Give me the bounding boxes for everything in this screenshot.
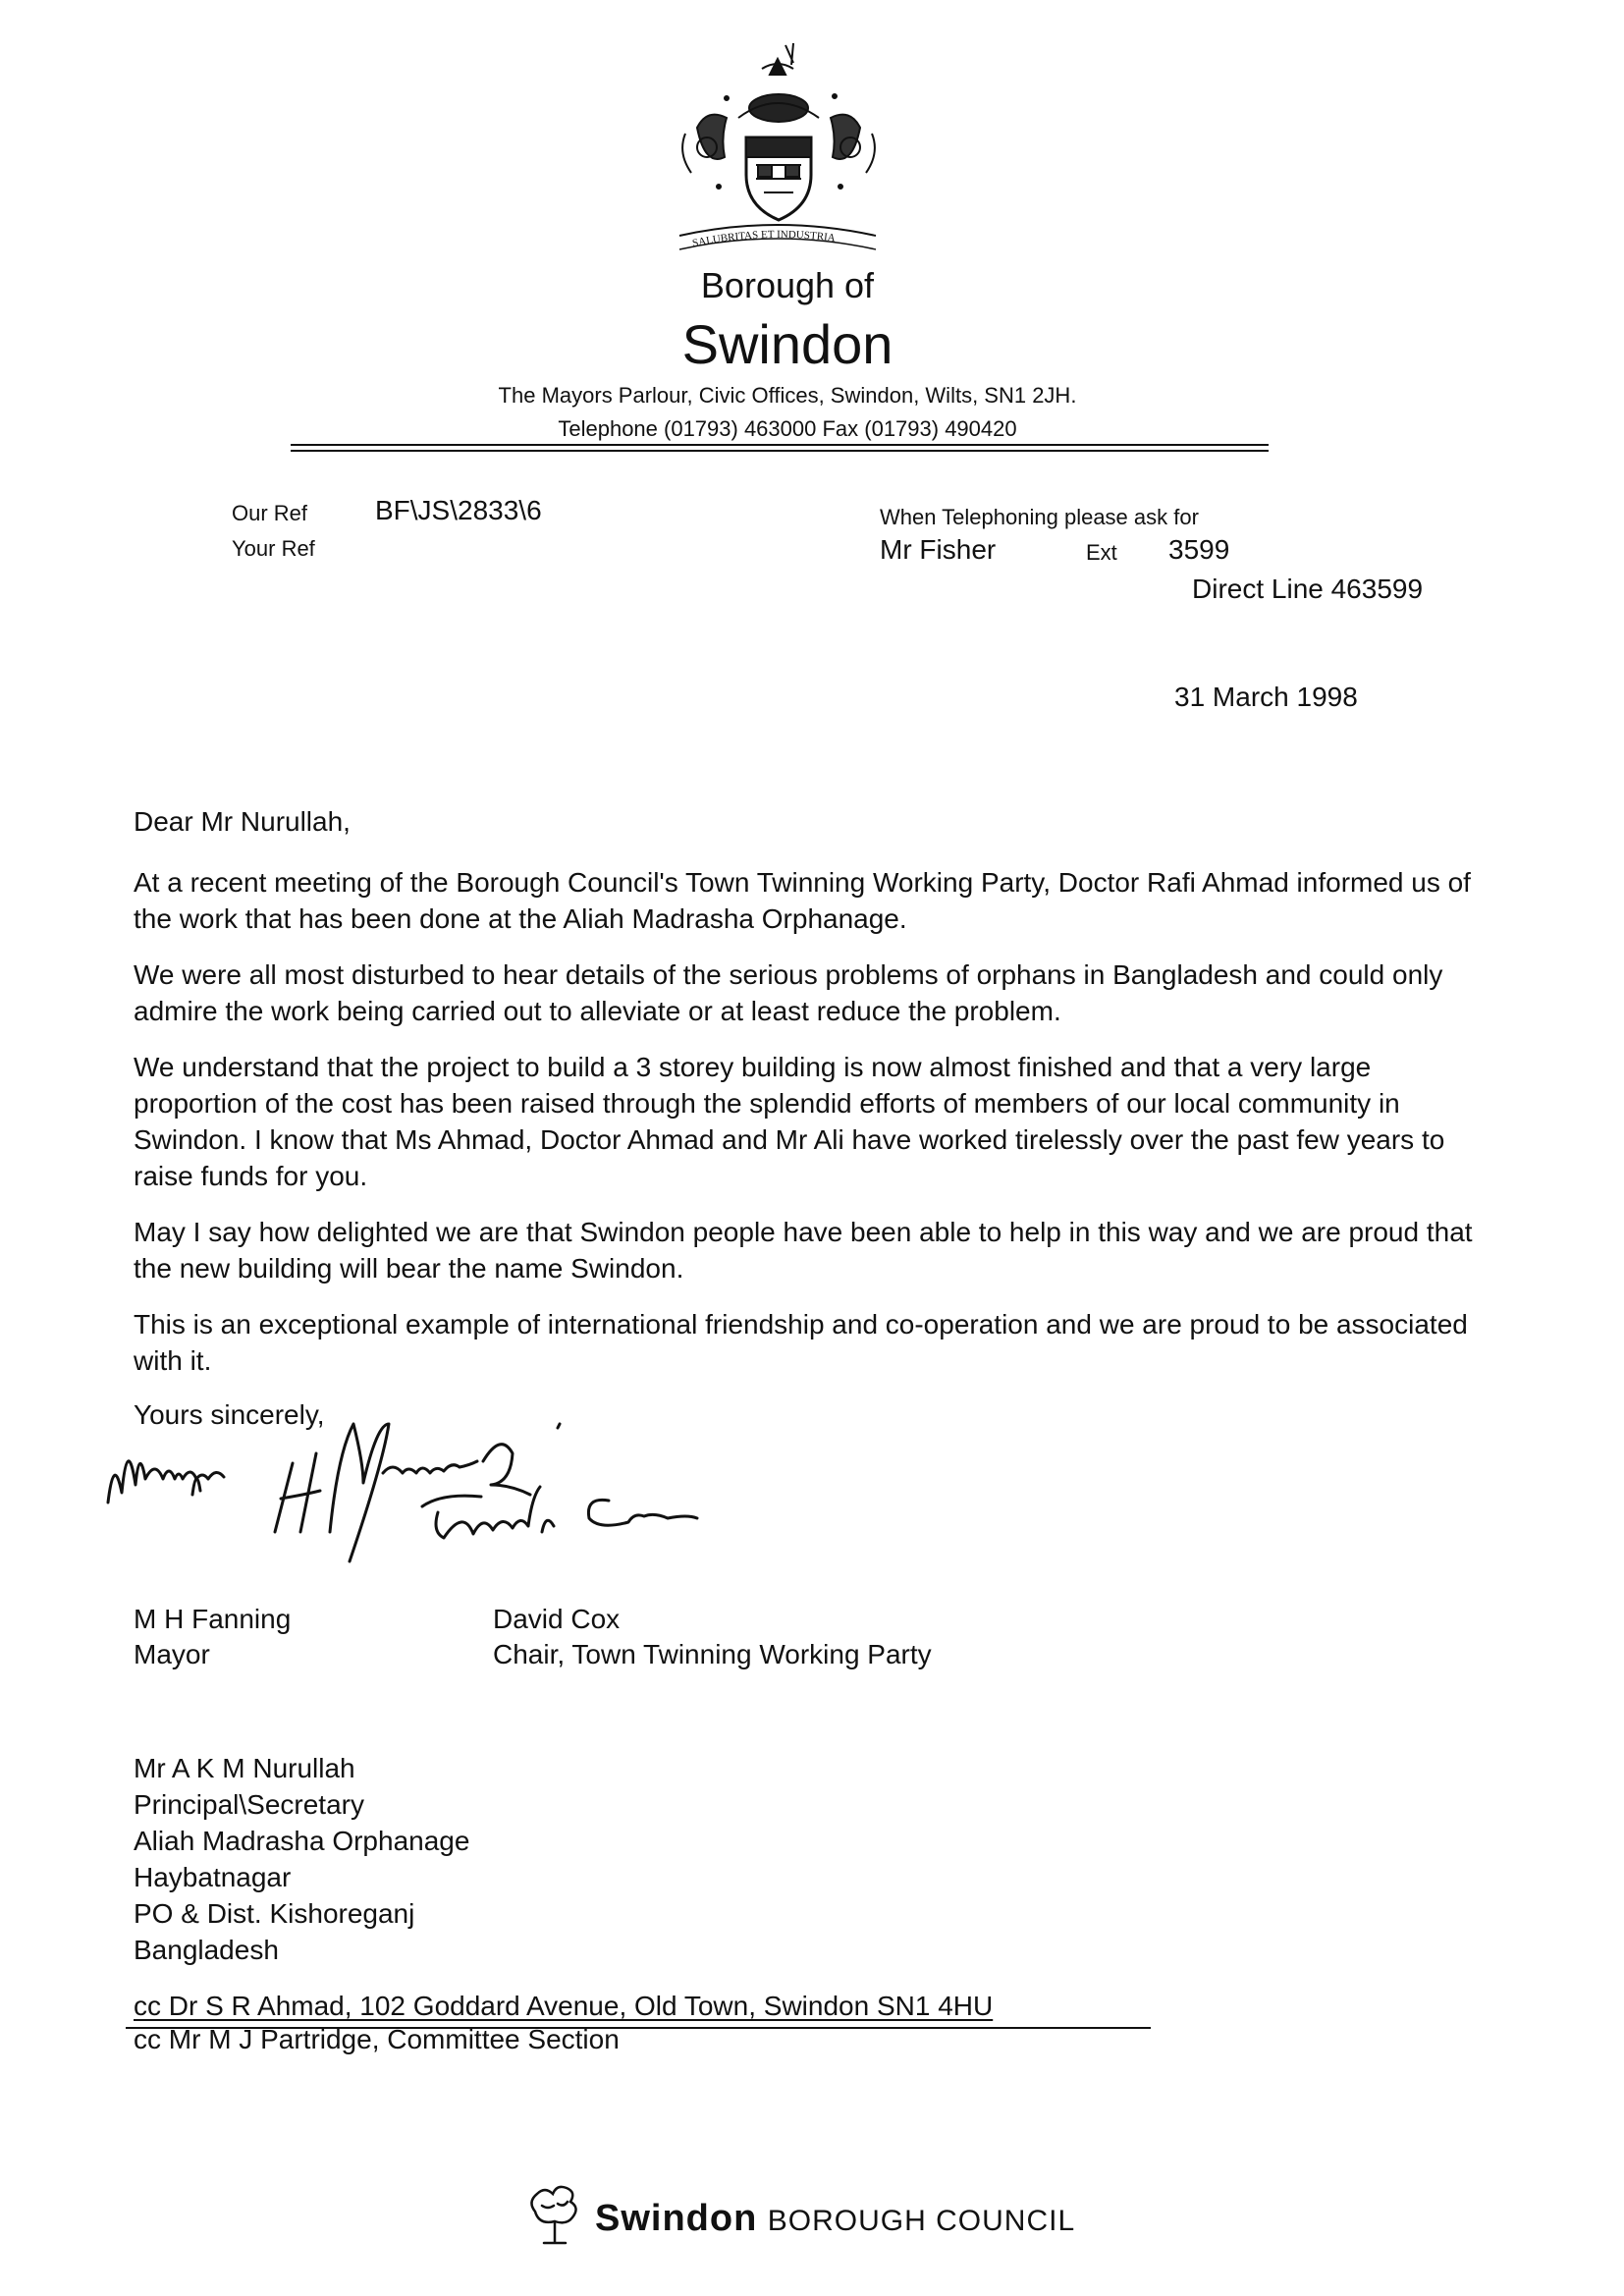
address-line: Haybatnagar <box>134 1862 292 1892</box>
paragraph-text: At a recent meeting of the Borough Council's Town Twinning Working Party, Doctor Rafi Ahmad informed us of the work that has been done at the Aliah Madrasha Orphanage. <box>134 867 1471 934</box>
your-ref-label: Your Ref <box>232 536 315 561</box>
address-line: PO & Dist. Kishoreganj <box>134 1898 415 1929</box>
our-ref-label: Our Ref <box>232 501 308 525</box>
ext-label: Ext <box>1086 540 1117 565</box>
svg-text:SALUBRITAS ET INDUSTRIA <box>691 229 836 249</box>
body-paragraph-1 <box>134 864 1498 937</box>
signatory-1-name: M H Fanning <box>134 1604 292 1634</box>
contact-name: Mr Fisher <box>880 534 997 565</box>
letterhead-rule-bottom <box>291 450 1269 452</box>
signatory-1-title: Mayor <box>134 1639 210 1669</box>
address-line: Principal\Secretary <box>134 1789 364 1820</box>
address-line: Aliah Madrasha Orphanage <box>134 1826 470 1856</box>
letterhead-rule-top <box>291 444 1269 446</box>
recipient-address <box>134 1750 469 1968</box>
our-ref-value: BF\JS\2833\6 <box>375 495 542 525</box>
letterhead-contact: Telephone (01793) 463000 Fax (01793) 490420 <box>558 416 1017 441</box>
borough-crest <box>668 39 890 259</box>
letterhead-town: Swindon <box>681 313 893 375</box>
footer-brand <box>595 2198 1075 2240</box>
letter-date: 31 March 1998 <box>1174 682 1358 712</box>
paragraph-text: We were all most disturbed to hear details of the serious problems of orphans in Bangladesh and could only admire the work being carried out to alleviate or at least reduce the problem. <box>134 959 1443 1026</box>
signatory-2-name: David Cox <box>493 1604 621 1634</box>
body-paragraph-3 <box>134 1049 1498 1194</box>
telephone-prompt: When Telephoning please ask for <box>880 505 1199 529</box>
letterhead-borough-of: Borough of <box>700 265 875 305</box>
paragraph-text: This is an exceptional example of international friendship and co-operation and we are proud to be associated with it. <box>134 1309 1468 1376</box>
letterhead-address: The Mayors Parlour, Civic Offices, Swindon, Wilts, SN1 2JH. <box>498 383 1077 408</box>
handwritten-signature <box>98 1385 825 1591</box>
paragraph-text: May I say how delighted we are that Swindon people have been able to help in this way and we are proud that the new building will bear the name Swindon. <box>134 1217 1473 1284</box>
closing: Yours sincerely, <box>134 1399 325 1430</box>
body-paragraph-4 <box>134 1214 1498 1286</box>
council-logo-icon <box>524 2184 585 2247</box>
cc-line-2: cc Mr M J Partridge, Committee Section <box>134 2024 620 2054</box>
body-paragraph-2 <box>134 957 1498 1029</box>
ext-value: 3599 <box>1168 534 1230 565</box>
signatory-2-title: Chair, Town Twinning Working Party <box>493 1639 932 1669</box>
paragraph-text: We understand that the project to build a 3 storey building is now almost finished and that a very large proportion of the cost has been raised through the splendid efforts of members of our local community in Swindon. I know that Ms Ahmad, Doctor Ahmad and Mr Ali have worked tirelessly over the past few years to raise funds for you. <box>134 1052 1445 1191</box>
address-line: Bangladesh <box>134 1935 279 1965</box>
cc-line-1: cc Dr S R Ahmad, 102 Goddard Avenue, Old Town, Swindon SN1 4HU <box>134 1991 994 2021</box>
salutation: Dear Mr Nurullah, <box>134 806 351 837</box>
address-line: Mr A K M Nurullah <box>134 1753 355 1783</box>
direct-line: Direct Line 463599 <box>1192 574 1424 604</box>
crest-motto: SALUBRITAS ET INDUSTRIA <box>691 228 837 250</box>
body-paragraph-5 <box>134 1306 1498 1379</box>
footer-brand-rest: BOROUGH COUNCIL <box>767 2205 1076 2237</box>
footer-brand-bold: Swindon <box>595 2198 758 2239</box>
